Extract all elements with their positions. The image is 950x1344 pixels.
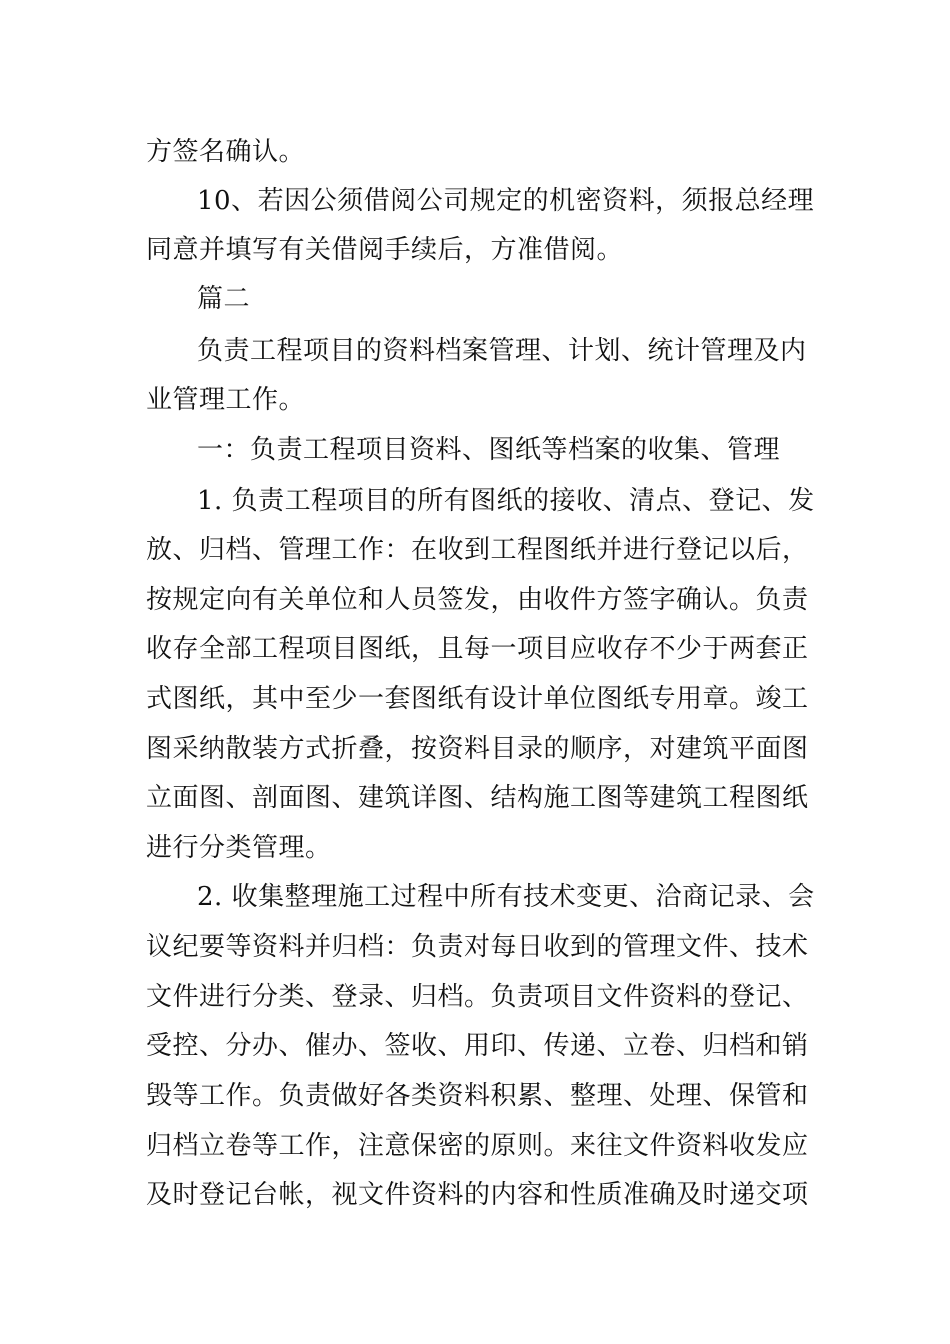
text-line: 放、归档、管理工作：在收到工程图纸并进行登记以后， — [146, 535, 809, 565]
text-line: 方签名确认。 — [146, 137, 306, 167]
text-line: 立面图、剖面图、建筑详图、结构施工图等建筑工程图纸 — [146, 783, 809, 813]
text-line: 受控、分办、催办、签收、用印、传递、立卷、归档和销 — [146, 1031, 809, 1061]
text-line: 图采纳散装方式折叠，按资料目录的顺序，对建筑平面图 — [146, 734, 809, 764]
text-line: 收存全部工程项目图纸，且每一项目应收存不少于两套正 — [146, 634, 809, 664]
text-line: 10、若因公须借阅公司规定的机密资料，须报总经理 — [197, 186, 815, 216]
text-line: 议纪要等资料并归档：负责对每日收到的管理文件、技术 — [146, 932, 809, 962]
text-line: 一：负责工程项目资料、图纸等档案的收集、管理 — [197, 435, 781, 465]
text-line: 负责工程项目的资料档案管理、计划、统计管理及内 — [197, 336, 807, 366]
text-line: 及时登记台帐，视文件资料的内容和性质准确及时递交项 — [146, 1180, 809, 1210]
text-line: 同意并填写有关借阅手续后，方准借阅。 — [146, 235, 624, 265]
text-line: 文件进行分类、登录、归档。负责项目文件资料的登记、 — [146, 982, 809, 1012]
text-line: 按规定向有关单位和人员签发，由收件方签字确认。负责 — [146, 585, 809, 615]
text-line: 1. 负责工程项目的所有图纸的接收、清点、登记、发 — [197, 486, 815, 516]
text-line: 归档立卷等工作，注意保密的原则。来往文件资料收发应 — [146, 1131, 809, 1161]
section-heading: 篇二 — [197, 284, 251, 314]
text-line: 进行分类管理。 — [146, 833, 332, 863]
text-line: 2. 收集整理施工过程中所有技术变更、洽商记录、会 — [197, 882, 815, 912]
text-line: 毁等工作。负责做好各类资料积累、整理、处理、保管和 — [146, 1081, 809, 1111]
text-line: 式图纸，其中至少一套图纸有设计单位图纸专用章。竣工 — [146, 684, 809, 714]
text-line: 业管理工作。 — [146, 385, 306, 415]
